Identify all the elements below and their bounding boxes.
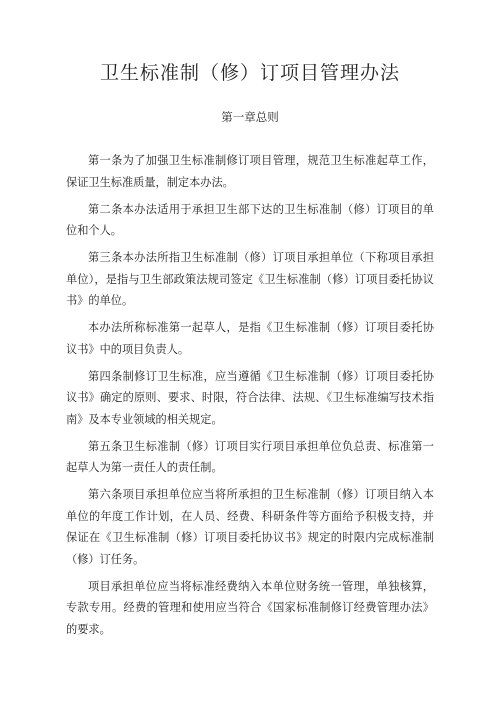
first-drafter-definition-paragraph: 本办法所称标准第一起草人，是指《卫生标准制（修）订项目委托协议书》中的项目负责人。 bbox=[66, 321, 434, 356]
chapter-title: 第一章总则 bbox=[221, 110, 279, 124]
article-5-paragraph: 第五条卫生标准制（修）订项目实行项目承担单位负总责、标准第一起草人为第一责任人的责任制。 bbox=[66, 439, 434, 474]
article-6-paragraph: 第六条项目承担单位应当将所承担的卫生标准制（修）订项目纳入本单位的年度工作计划，在人员、经费、科研条件等方面给予积极支持，并保证在《卫生标准制（修）订项目委托协议书》规定的时限内完成标准制（修）订任务。 bbox=[66, 488, 434, 566]
article-1-paragraph: 第一条为了加强卫生标准制修订项目管理，规范卫生标准起草工作，保证卫生标准质量，制定本办法。 bbox=[66, 154, 434, 189]
funding-management-paragraph: 项目承担单位应当将标准经费纳入本单位财务统一管理，单独核算，专款专用。经费的管理和使用应当符合《国家标准制修订经费管理办法》的要求。 bbox=[66, 579, 434, 636]
article-4-paragraph: 第四条制修订卫生标准，应当遵循《卫生标准制（修）订项目委托协议书》确定的原则、要求、时限，符合法律、法规、《卫生标准编写技术指南》及本专业领域的相关规定。 bbox=[66, 369, 434, 426]
article-2-paragraph: 第二条本办法适用于承担卫生部下达的卫生标准制（修）订项目的单位和个人。 bbox=[66, 202, 434, 237]
document-title: 卫生标准制（修）订项目管理办法 bbox=[99, 62, 400, 84]
article-3-paragraph: 第三条本办法所指卫生标准制（修）订项目承担单位（下称项目承担单位），是指与卫生部政策法规司签定《卫生标准制（修）订项目委托协议书》的单位。 bbox=[66, 251, 434, 307]
document-body bbox=[66, 150, 434, 646]
